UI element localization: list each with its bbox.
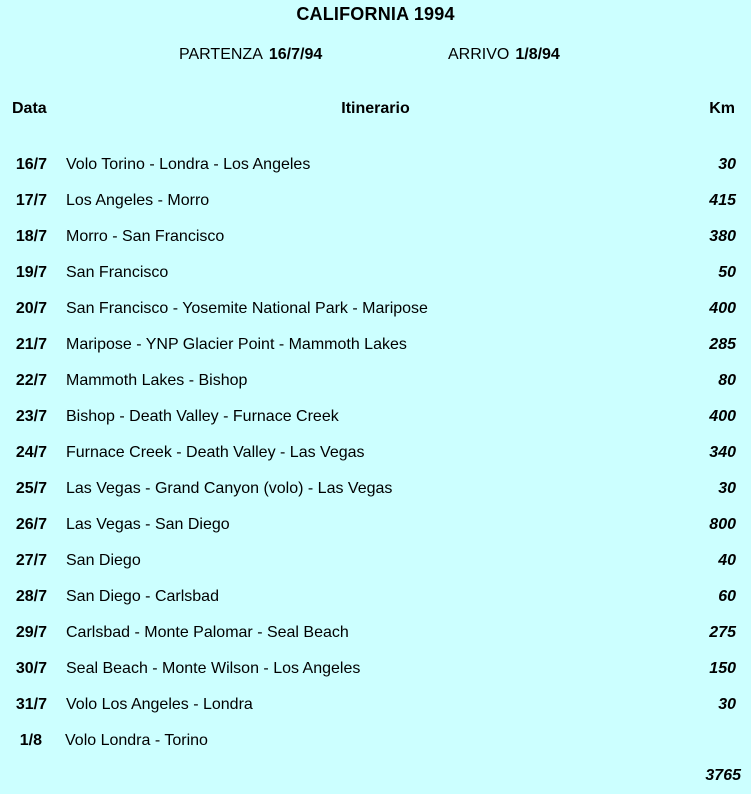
row-itinerary: Volo Torino - Londra - Los Angeles [66, 156, 311, 173]
table-row [0, 478, 751, 514]
row-km: 50 [718, 264, 736, 281]
row-itinerary: Furnace Creek - Death Valley - Las Vegas [66, 444, 365, 461]
table-row [0, 190, 751, 226]
departure-info [179, 45, 322, 65]
table-row [0, 622, 751, 658]
row-itinerary: Mammoth Lakes - Bishop [66, 372, 248, 389]
arrival-label: ARRIVO [448, 46, 510, 63]
row-date: 29/7 [15, 624, 47, 641]
row-date: 28/7 [15, 588, 47, 605]
row-km: 285 [709, 336, 736, 353]
row-km: 400 [709, 408, 736, 425]
column-header-date: Data [12, 100, 47, 117]
row-km: 30 [718, 156, 736, 173]
row-itinerary: Volo Los Angeles - Londra [66, 696, 253, 713]
row-date: 23/7 [15, 408, 47, 425]
arrival-date: 1/8/94 [515, 46, 560, 63]
row-km: 380 [709, 228, 736, 245]
table-row [0, 226, 751, 262]
row-itinerary: Carlsbad - Monte Palomar - Seal Beach [66, 624, 349, 641]
row-itinerary: San Diego [66, 552, 141, 569]
row-date: 25/7 [15, 480, 47, 497]
row-date: 27/7 [15, 552, 47, 569]
itinerary-table [0, 154, 751, 766]
departure-date: 16/7/94 [268, 46, 323, 63]
row-date: 16/7 [15, 156, 47, 173]
row-itinerary: Seal Beach - Monte Wilson - Los Angeles [66, 660, 361, 677]
row-km: 400 [709, 300, 736, 317]
table-row [0, 154, 751, 190]
row-date: 21/7 [15, 336, 47, 353]
row-km: 150 [709, 660, 736, 677]
arrival-info [448, 45, 560, 65]
row-km: 415 [709, 192, 736, 209]
row-km: 30 [718, 696, 736, 713]
row-itinerary: San Francisco - Yosemite National Park - Maripose [66, 300, 428, 317]
row-itinerary: Los Angeles - Morro [66, 192, 210, 209]
table-row [0, 586, 751, 622]
table-row [0, 550, 751, 586]
row-date: 1/8 [19, 732, 42, 749]
row-km: 30 [718, 480, 736, 497]
row-itinerary: Maripose - YNP Glacier Point - Mammoth Lakes [66, 336, 407, 353]
row-km: 40 [718, 552, 736, 569]
row-date: 17/7 [15, 192, 47, 209]
row-date: 22/7 [15, 372, 47, 389]
row-date: 30/7 [15, 660, 47, 677]
row-date: 19/7 [15, 264, 47, 281]
row-itinerary: San Francisco [66, 264, 169, 281]
row-km: 60 [718, 588, 736, 605]
row-date: 20/7 [15, 300, 47, 317]
row-km: 275 [709, 624, 736, 641]
table-row [0, 730, 751, 766]
table-row [0, 694, 751, 730]
row-itinerary: Volo Londra - Torino [65, 732, 208, 749]
row-itinerary: Las Vegas - Grand Canyon (volo) - Las Vegas [66, 480, 393, 497]
row-itinerary: Morro - San Francisco [66, 228, 225, 245]
row-km: 800 [709, 516, 736, 533]
column-header-itinerary: Itinerario [341, 100, 410, 117]
row-itinerary: San Diego - Carlsbad [66, 588, 219, 605]
table-row [0, 334, 751, 370]
table-row [0, 442, 751, 478]
page-title: CALIFORNIA 1994 [296, 4, 455, 24]
table-row [0, 370, 751, 406]
row-km: 340 [709, 444, 736, 461]
departure-label: PARTENZA [179, 46, 263, 63]
total-km: 3765 [705, 767, 741, 784]
row-date: 18/7 [15, 228, 47, 245]
row-date: 26/7 [15, 516, 47, 533]
row-date: 24/7 [15, 444, 47, 461]
row-itinerary: Bishop - Death Valley - Furnace Creek [66, 408, 339, 425]
column-header-km: Km [709, 100, 735, 117]
table-row [0, 658, 751, 694]
table-row [0, 514, 751, 550]
row-date: 31/7 [15, 696, 47, 713]
table-row [0, 406, 751, 442]
table-row [0, 262, 751, 298]
row-itinerary: Las Vegas - San Diego [66, 516, 230, 533]
row-km: 80 [718, 372, 736, 389]
table-row [0, 298, 751, 334]
